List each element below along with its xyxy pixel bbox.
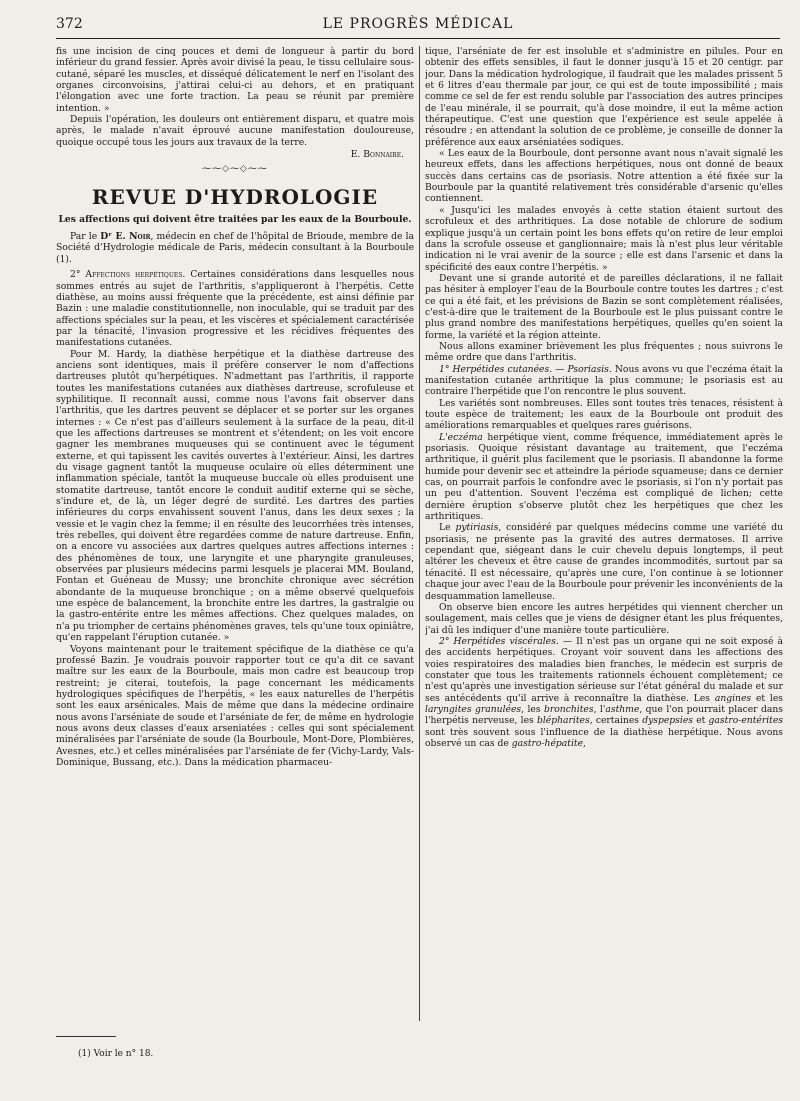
paragraph-text: Nous avons vu que l'eczéma était la manifestation cutanée arthritique la plus commune; le psoriasis est au contraire l'herpétide que l'on rencontre le plus souvent. [425, 363, 783, 398]
byline-prefix: Par le [70, 231, 98, 243]
paragraph-text: , [583, 737, 586, 749]
byline-affiliation: , médecin en chef de l'hôpital de Brioude, membre de la Société d'Hydrologie médicale de Paris, médecin consultant à la Bourboule (1). [56, 231, 414, 265]
paragraph-text: , que l'on pourrait placer dans l'herpétis nerveuse, les [425, 703, 783, 727]
ornament-divider: ⁓⁓◇⁓◇⁓⁓ [202, 164, 268, 175]
term: bronchites [543, 703, 594, 715]
paragraph: Pour M. Hardy, la diathèse herpétique et la diathèse dartreuse des anciens sont identiques, mais il préfère conserver le nom d'affections dartreuses plutôt qu'herpétiques. N'admettant pas l'arthritis, il rapporte toutes les manifestations cutanées aux diathèses dartreuse, scrofuleuse et syphilitique. Il reconnaît aussi, comme nous l'avons fait observer dans l'arthritis, que les dartres peuvent se déplacer et se porter sur les organes internes : « Ce n'est pas d'ailleurs seulement à la surface de la peau, dit-il que les affections dartreuses se montrent et s'étendent; on les voit encore gagner les membranes muqueuses qui se continuent avec le tégument externe, et qui tapissent les cavités ouvertes à l'extérieur. Ainsi, les dartres du visage gagnent tantôt la muqueuse oculaire où elles déterminent une inflammation spéciale, tantôt la muqueuse buccale où elles produisent une stomatite dartreuse, tantôt encore le conduit auditif externe qui se sèche, s'indure et, de là, un léger degré de surdité. Les dartres des parties inférieures du corps envahissent souvent l'anus, dans les deux sexes ; la vessie et le vagin chez la femme; il en résulte des leucorrhées très intenses, très rebelles, qui doivent être regardées comme de nature dartreuse. Enfin, on a encore vu associées aux dartres quelques autres affections internes : des phénomènes de toux, une laryngite et une pharyngite granuleuses, observées par plusieurs médecins parmi lesquels je placerai MM. Bouland, Fontan et Guéneau de Mussy; une bronchite chronique avec sécrétion abondante de la muqueuse bronchique ; on a même observé quelquefois une espèce de balancement, la bronchite entre les dartres, la gastralgie ou la gastro-entérite entre les mêmes affections. Chez quelques malades, on n'a pu triompher de certains phénomènes graves, tels qu'une toux opiniâtre, qu'en rappelant l'éruption cutanée. » [56, 348, 414, 644]
subsection-label: 1° Herpétides cutanées. — Psoriasis. [439, 363, 612, 375]
paragraph [425, 636, 783, 749]
paragraph-text: Le [439, 522, 451, 534]
term: gastro-hépatite [511, 737, 584, 749]
page-header [56, 16, 780, 39]
paragraph [425, 522, 783, 601]
paragraph: Les variétés sont nombreuses. Elles sont toutes très tenaces, résistent à toute espèce de traitement; les eaux de la Bourboule ont produit des améliorations remarquables et quelques rares guérisons. [425, 397, 783, 432]
term: blépharites [536, 715, 590, 727]
paragraph-text: — Il n'est pas un organe qui ne soit exposé à des accidents herpétiques. Croyant voir souvent dans les affections des voies respiratoires des maladies bien franches, le médecin est surpris de constater que tous les traitements rationnels échouent complètement; ce n'est qu'après une investigation sérieuse sur l'état général du malade et sur ses antécédents qu'il arrive à reconnaître la diathèse. Les [425, 635, 783, 704]
term: dyspepsies [642, 715, 693, 727]
paragraph-text: et les [751, 692, 783, 704]
paragraph [425, 432, 783, 523]
article-title: Les affections qui doivent être traitées par les eaux de la Bourboule. [58, 213, 412, 225]
paragraph: On observe bien encore les autres herpétides qui viennent chercher un soulagement, mais celles que je viens de désigner étant les plus fréquentes, j'ai dû les indiquer d'une manière toute particulière. [425, 601, 783, 636]
paragraph-text: , considéré par quelques médecins comme une variété du psoriasis, ne présente pas la gravité des autres dermatoses. Il arrive cependant que, siégeant dans le cuir chevelu depuis longtemps, il peut altérer les cheveux et être cause de grandes incommodités, surtout par sa ténacité. Il est nécessaire, qu'après une cure, l'on continue à se lotionner chaque jour avec l'eau de la Bourboule pour prévenir les inconvénients de la desquammation lamelleuse. [425, 522, 783, 602]
paragraph [56, 269, 414, 348]
paragraph-text: , certaines [589, 715, 643, 727]
paragraph: « Les eaux de la Bourboule, dont personne avant nous n'avait signalé les heureux effets, dans les affections herpétiques, nous ont donné de beaux succès dans certains cas de psoriasis. Notre attention a été fixée sur la Bourboule par la quantité relativement très considérable d'arsenic qu'elles contiennent. [425, 148, 783, 205]
paragraph-text: Certaines considérations dans lesquelles nous sommes entrés au sujet de l'arthritis, s'appliqueront à l'herpétis. Cette diathèse, au moins aussi fréquente que la précédente, est ainsi définie par Bazin : une maladie constitutionnelle, non inoculable, qui se traduit par des affections spéciales sur la peau, et les viscères et spécialement caractérisée par la ténacité, l'invasion progressive et les récidives fréquentes des manifestations cutanées. [56, 269, 414, 349]
left-column [56, 46, 414, 1022]
paragraph: Devant une si grande autorité et de pareilles déclarations, il ne fallait pas hésiter à employer l'eau de la Bourboule contre toutes les dartres ; c'est ce qui a été fait, et les prévisions de Bazin se sont complètement réalisées, c'est-à-dire que le traitement de la Bourboule est le plus puissant contre le plus grand nombre des manifestations herpétiques, quelles qu'en soient la forme, la variété et la région atteinte. [425, 272, 783, 341]
subsection-label: 2° Herpétides viscérales. [439, 635, 559, 647]
section-title: REVUE D'HYDROLOGIE [91, 184, 379, 209]
paragraph-text: , l' [593, 703, 606, 715]
column-divider [419, 46, 420, 1021]
running-title: LE PROGRÈS MÉDICAL [322, 16, 514, 32]
paragraph: Depuis l'opération, les douleurs ont entièrement disparu, et quatre mois après, le malade n'avait éprouvé aucune manifestation douloureuse, quoique occupé tous les jours aux travaux de la terre. [56, 114, 414, 148]
signature: E. Bonnaire. [350, 149, 404, 161]
paragraph-text: et [692, 715, 709, 727]
paragraph-text: herpétique vient, comme fréquence, immédiatement après le psoriasis. Quoique résistant davantage au traitement, que l'eczéma arthritique, il guérit plus facilement que le psoriasis. Il abandonne la forme humide pour devenir sec et atteindre la période squameuse; dans ce dernier cas, on pourrait parfois le confondre avec le psoriasis, si l'on n'y portait pas un peu d'attention. Souvent l'eczéma est compliqué de lichen; cette dernière éruption s'observe plutôt chez les herpétiques que chez les arthritiques. [425, 431, 783, 523]
paragraph: « Jusqu'ici les malades envoyés à cette station étaient surtout des scrofuleux et des arthritiques. La dose notable de chlorure de sodium explique jusqu'à un certain point les bons effets qu'on retire de leur emploi dans la scrofule osseuse et ganglionnaire; mais là n'est plus leur véritable indication ni le vrai avenir de la source ; elle est dans l'arsenic et dans la spécificité des eaux contre l'herpétis. » [425, 204, 783, 273]
paragraph [425, 364, 783, 398]
term: gastro-entérites [708, 715, 783, 727]
term: pytiriasis [455, 522, 499, 534]
page-number: 372 [56, 16, 83, 32]
paragraph-text: , les [521, 703, 544, 715]
term: laryngites granulées [425, 703, 522, 715]
paragraph: Voyons maintenant pour le traitement spécifique de la diathèse ce qu'a professé Bazin. Je voudrais pouvoir rapporter tout ce qu'a dit ce savant maître sur les eaux de la Bourboule, mais mon cadre est beaucoup trop restreint; je citerai, toutefois, la page concernant les médicaments hydrologiques spécifiques de l'herpétis, « les eaux naturelles de l'herpétis sont les eaux arsénicales. Mais de même que dans la médecine ordinaire nous avons l'arséniate de soude et l'arséniate de fer, de même en hydrologie nous avons deux classes d'eaux arseniatées : celles qui sont spécialement minéralisées par l'arséniate de soude (la Bourboule, Mont-Dore, Plombières, Avesnes, etc.) et celles minéralisées par l'arséniate de fer (Vichy-Lardy, Vals-Dominique, Bussang, etc.). Dans la médication pharmaceu- [56, 643, 414, 768]
footnote-rule [56, 1036, 116, 1037]
byline-author: Dʳ E. Noir [100, 231, 151, 243]
continued-paragraph: tique, l'arséniate de fer est insoluble et s'administre en pilules. Pour en obtenir des effets sensibles, il faut le donner jusqu'à 15 et 20 centigr. par jour. Dans la médication hydrologique, il faudrait que les malades prissent 5 et 6 litres d'eau thermale par jour, ce qui est de toute impossibilité ; mais comme ce sel de fer est rendu soluble par l'association des autres principes de l'eau minérale, il se pourrait, qu'à dose moindre, il eut la même action thérapeutique. C'est une question que l'expérience est seule appelée à résoudre ; en attendant la solution de ce problème, je conseille de donner la préférence aux eaux arséniatées sodiques. [425, 46, 783, 148]
subsection-label: 2° Affections herpétiques. [70, 269, 186, 281]
term: L'eczéma [439, 431, 483, 443]
footnote: (1) Voir le n° 18. [78, 1049, 154, 1059]
byline [56, 231, 414, 265]
term: angines [714, 692, 752, 704]
continued-paragraph: fis une incision de cinq pouces et demi de longueur à partir du bord inférieur du grand fessier. Après avoir divisé la peau, le tissu cellulaire sous-cutané, séparé les muscles, et disséqué délicatement le nerf en l'isolant des organes circonvoisins, j'attirai celui-ci au dehors, et en pratiquant l'élongation avec une forte traction. La peau se réunit par première intention. » [56, 46, 414, 114]
right-column [425, 46, 783, 1076]
paragraph: Nous allons examiner brièvement les plus fréquentes ; nous suivrons le même ordre que dans l'arthritis. [425, 340, 783, 364]
term: asthme [605, 703, 640, 715]
paragraph-text: sont très souvent sous l'influence de la diathèse herpétique. Nous avons observé un cas de [425, 726, 783, 749]
